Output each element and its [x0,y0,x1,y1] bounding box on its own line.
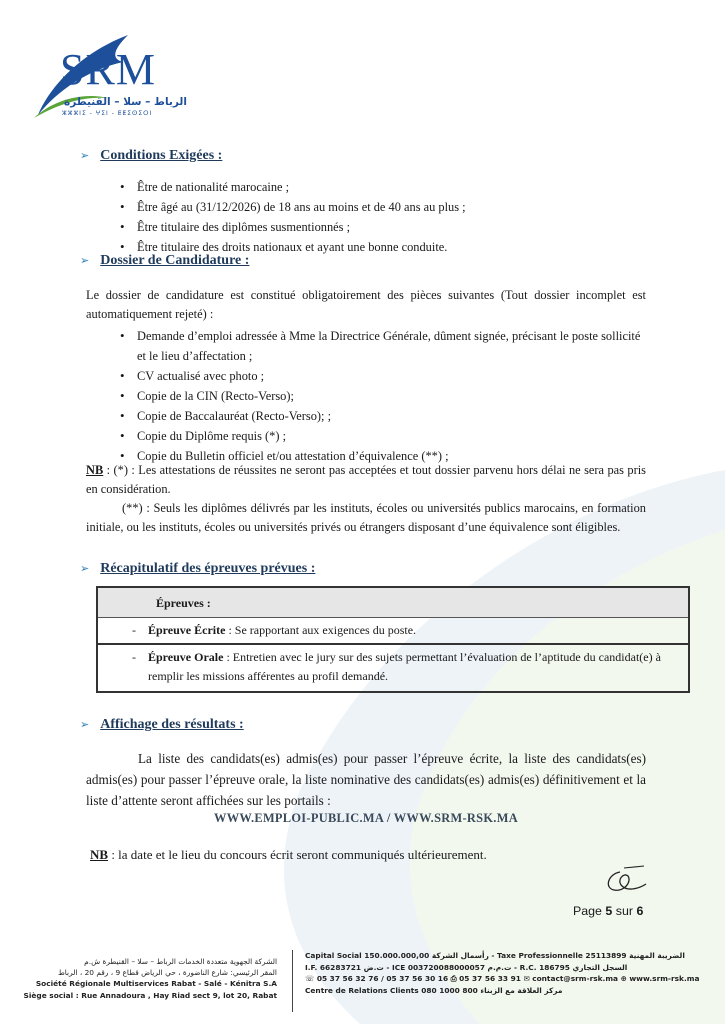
logo-text: SRM [60,45,156,94]
nb-text: : (*) : Les attestations de réussites ne seront pas acceptées et tout dossier parvenu hors délai ne sera pas pris en considération. [86,463,646,496]
epreuve-orale-text: : Entretien avec le jury sur des sujets permettant l’évaluation de l’aptitude du candidat(e) à remplir les missions afférentes au profil demandé. [148,650,661,683]
page-label: Page [573,904,602,918]
footer-line: المقر الرئيسي: شارع الناضورة ، حي الرياض قطاع 9 ، رقم 20 ، الرباط [57,968,277,978]
list-item: • Demande d’emploi adressée à Mme la Directrice Générale, dûment signée, précisant le poste sollicité et le lieu d’affectation ; [118,326,648,366]
footer-company-info [17,956,277,1001]
epreuves-heading-row [80,559,315,577]
page-total: 6 [636,904,644,918]
nb-text: : la date et le lieu du concours écrit seront communiqués ultérieurement. [108,847,487,862]
dossier-nb-note [86,461,646,499]
websites-text: WWW.EMPLOI-PUBLIC.MA / WWW.SRM-RSK.MA [214,811,518,825]
dossier-heading-row [80,251,249,269]
page-current: 5 [605,904,613,918]
affichage-heading: Affichage des résultats : [100,717,244,732]
footer-legal-info [305,950,709,996]
footer-line: Société Régionale Multiservices Rabat - Salé - Kénitra S.A [35,979,277,989]
affichage-heading-row [80,715,244,733]
arrow-bullet-icon: ➢ [80,150,90,162]
logo-arabic-text: الرباط – سلا – القنيطرة [64,96,187,108]
footer-divider [292,950,293,1012]
arrow-bullet-icon: ➢ [80,719,90,731]
epreuves-heading: Récapitulatif des épreuves prévues : [100,561,316,576]
affichage-text: La liste des candidats(es) admis(es) pour passer l’épreuve écrite, la liste des candidats(es) admis(es) pour passer l’épreuve orale, la liste nominative des candidats(es) admis(es) définitivement et la liste d’attente seront affichées sur les portails : [86,751,646,808]
footer-line: Centre de Relations Clients 080 1000 800 مركز العلاقة مع الزبناء [305,985,563,995]
epreuves-table [96,586,690,693]
conditions-heading-row [80,146,222,164]
footer-line: الشركة الجهوية متعددة الخدمات الرباط – سلا – القنيطرة ش.م [84,957,277,966]
epreuve-ecrite-text: : Se rapportant aux exigences du poste. [225,623,417,637]
epreuve-orale-label: Épreuve Orale [148,650,224,664]
page-number [573,904,643,918]
list-item: • Copie de la CIN (Recto-Verso); [118,386,648,406]
nb-label: NB [86,463,104,477]
nb-label: NB [90,847,109,862]
signature-graphic [598,864,650,898]
conditions-heading: Conditions Exigées : [100,148,223,163]
footer-line: ☏ 05 37 56 32 76 / 05 37 56 30 16 ⎙ 05 37 56 33 91 ✉ contact@srm-rsk.ma ⊕ www.srm-rsk.ma [305,974,700,984]
list-item: • Être titulaire des droits nationaux et ayant une bonne conduite. [118,237,638,257]
dossier-heading: Dossier de Candidature : [100,253,250,268]
arrow-bullet-icon: ➢ [80,255,90,267]
footer-line: I.F. 66283721 ت.ض - ICE 003720088000057 ت.م.م - R.C. 186795 السجل التجاري [305,962,628,972]
conditions-list [118,177,638,257]
list-item: • Copie de Baccalauréat (Recto-Verso); ; [118,406,648,426]
arrow-bullet-icon: ➢ [80,563,90,575]
footer-line: Capital Social 150.000.000,00 رأسمال الشركة - Taxe Professionnelle 25113899 الضريبة المهنية [305,951,685,960]
list-item: • Être de nationalité marocaine ; [118,177,638,197]
list-item: • CV actualisé avec photo ; [118,366,648,386]
page-sep: sur [615,904,633,918]
dossier-nb-note-2: (**) : Seuls les diplômes délivrés par les instituts, écoles ou universités publics marocains, en formation initiale, ou les instituts, écoles ou universités privés ou étrangers disposant d’une équivalence sont éligibles. [86,501,646,534]
footer-line: Siège social : Rue Annadoura , Hay Riad sect 9, lot 20, Rabat [23,990,277,1000]
list-item: • Être titulaire des diplômes susmentionnés ; [118,217,638,237]
table-row: - Épreuve Orale : Entretien avec le jury sur des sujets permettant l’évaluation de l’aptitude du candidat(e) à remplir les missions afférentes au profil demandé. [98,643,688,691]
logo-tifinagh-text: ⵣⵣⵣⵏⵉ - ⵖⵉⵏ - ⵟⵟⵉⵙⵉⵔⵏ [62,110,153,117]
dossier-intro: Le dossier de candidature est constitué obligatoirement des pièces suivantes (Tout dossier incomplet est automatiquement rejeté) : [86,288,646,321]
dossier-list [118,326,648,466]
table-row: - Épreuve Écrite : Se rapportant aux exigences du poste. [98,617,688,643]
list-item: • Copie du Bulletin officiel et/ou attestation d’équivalence (**) ; [118,446,648,466]
list-item: • Copie du Diplôme requis (*) ; [118,426,648,446]
list-item: • Être âgé au (31/12/2026) de 18 ans au moins et de 40 ans au plus ; [118,197,638,217]
table-header: Épreuves : [98,588,688,617]
affichage-nb-note [90,845,650,864]
epreuve-ecrite-label: Épreuve Écrite [148,623,226,637]
